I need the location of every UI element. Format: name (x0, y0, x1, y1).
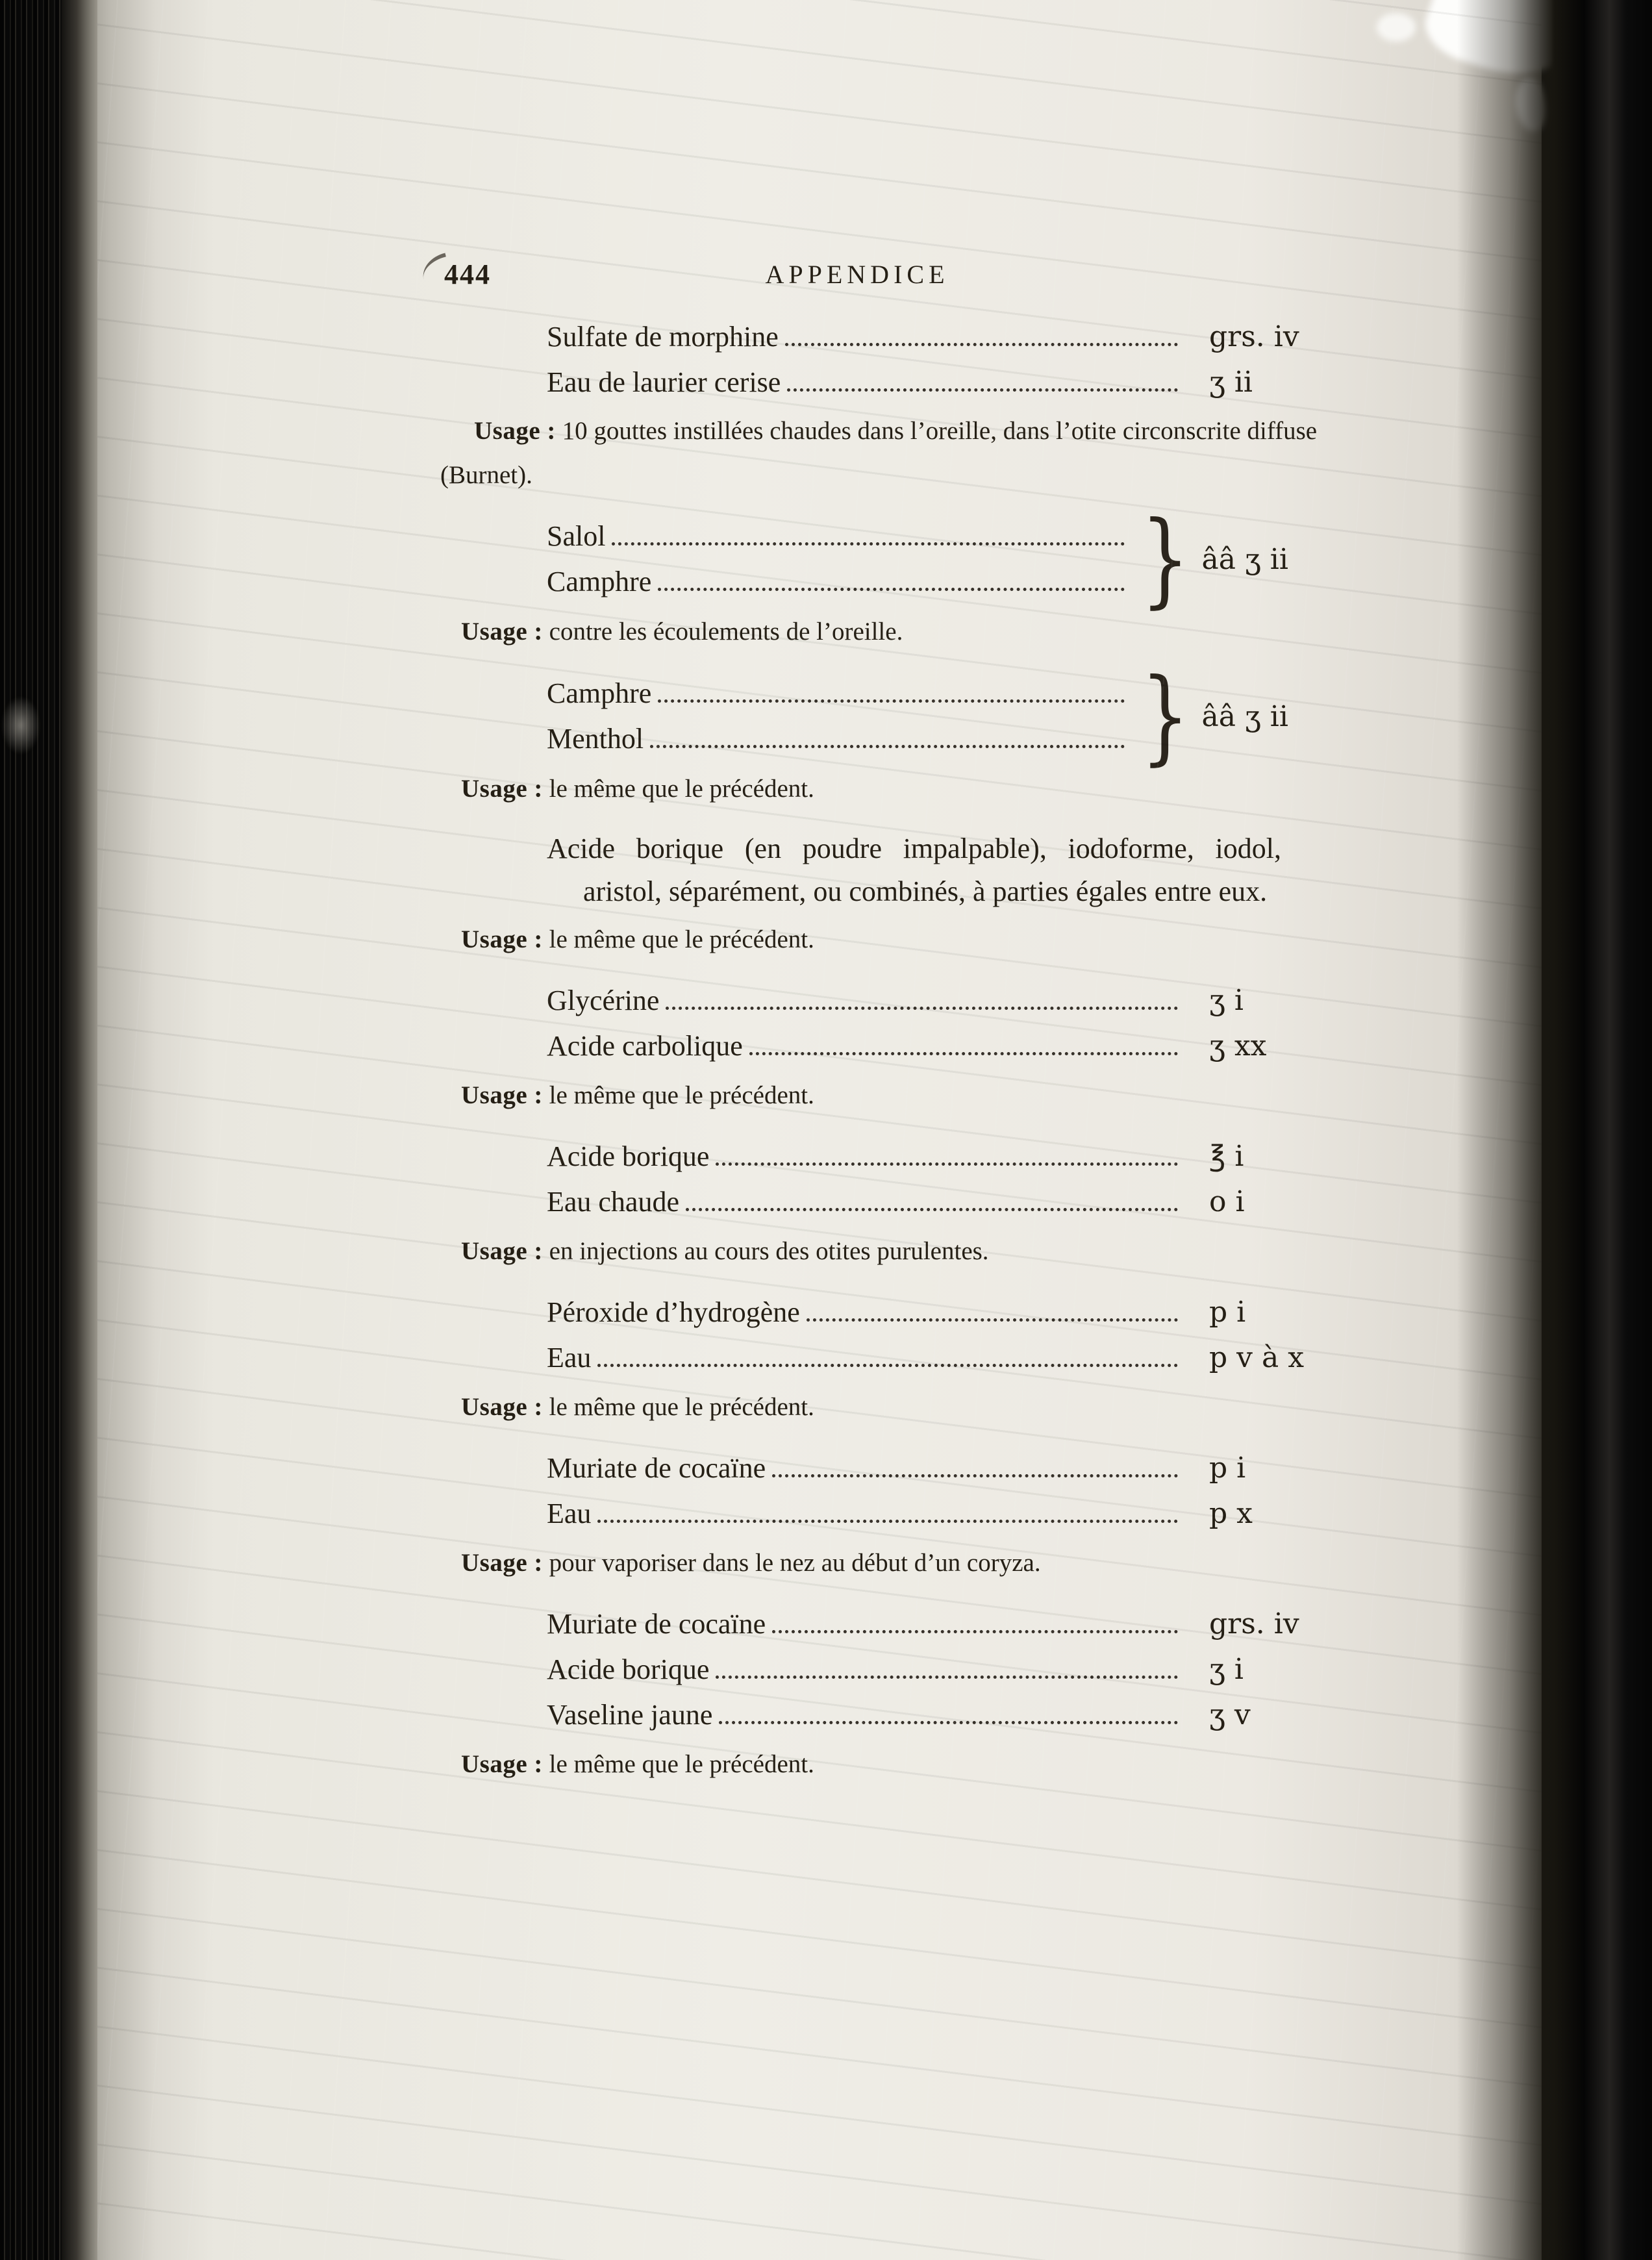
page-edge-streaks (0, 0, 62, 2260)
dot-leader (749, 1052, 1178, 1055)
ingredient-dose: p v à x (1209, 1341, 1305, 1375)
ingredient-row (547, 1335, 1321, 1381)
dot-leader (772, 1630, 1178, 1633)
ingredient-dose: ʒ xx (1209, 1029, 1267, 1063)
ingredient-dose: ʒ i (1209, 984, 1244, 1018)
ingredient-name: Eau de laurier cerise (547, 366, 781, 398)
ingredient-row (547, 1134, 1321, 1179)
ingredient-dose: o i (1209, 1185, 1245, 1219)
ingredient-row (547, 1692, 1321, 1738)
ingredient-dose: ℥ i (1209, 1140, 1244, 1174)
shared-dose: ââ ʒ ii (1201, 542, 1288, 576)
dot-leader (807, 1318, 1178, 1322)
ingredient-row (547, 1290, 1321, 1335)
brace-glyph: } (1140, 499, 1190, 619)
usage-text: contre les écoulements de l’oreille. (549, 618, 903, 646)
ingredient-dose: p i (1209, 1451, 1246, 1485)
usage-label: Usage : (461, 1081, 543, 1110)
ingredient-name: Acide borique (547, 1140, 710, 1173)
ingredient-name: Péroxide d’hydrogène (547, 1296, 800, 1329)
ingredient-name: Muriate de cocaïne (547, 1608, 766, 1640)
ingredient-row (547, 1023, 1321, 1069)
ingredient-row (547, 978, 1321, 1023)
usage-note-6 (461, 1229, 1390, 1274)
usage-note-3 (461, 766, 1390, 812)
ingredient-row (547, 1446, 1321, 1491)
dot-leader (787, 388, 1178, 392)
ingredient-row (547, 716, 1131, 762)
dot-leader (658, 699, 1125, 703)
scan-artifact-blob (1377, 13, 1416, 42)
recipe-block-4: Acide borique (en poudre impalpable), iodoforme, iodol, aristol, séparément, ou combinés, à parties égales entre eux. (547, 833, 1281, 908)
usage-note-5 (461, 1073, 1390, 1118)
usage-label: Usage : (461, 925, 543, 954)
ingredient-name: Muriate de cocaïne (547, 1452, 766, 1485)
dot-leader (597, 1520, 1178, 1523)
ingredient-row (547, 314, 1321, 360)
dot-leader (772, 1474, 1178, 1477)
ingredient-row (547, 1647, 1321, 1692)
ingredient-name: Eau chaude (547, 1186, 679, 1218)
ingredient-dose: ʒ i (1209, 1653, 1244, 1687)
usage-text: en injections au cours des otites purulentes. (549, 1237, 989, 1266)
spine-smudge-artifact (1, 696, 40, 755)
dot-leader (612, 542, 1125, 546)
dot-leader (686, 1208, 1178, 1211)
usage-label: Usage : (461, 618, 543, 646)
usage-note-2 (461, 609, 1390, 655)
usage-text: 10 gouttes instillées chaudes dans l’oreille, dans l’otite circonscrite diffuse (Burnet). (440, 417, 1318, 489)
dot-leader (597, 1364, 1178, 1367)
ingredient-row (547, 671, 1131, 716)
book-spine-shadow (0, 0, 97, 2260)
recipe-block-5 (435, 978, 1409, 1069)
recipe-block-1 (435, 314, 1409, 405)
right-page-edge-shadow (1457, 0, 1652, 2260)
ingredient-name: Vaseline jaune (547, 1699, 713, 1731)
usage-label: Usage : (461, 1393, 543, 1422)
ingredient-name: Glycérine (547, 985, 660, 1017)
shared-dose: ââ ʒ ii (1201, 699, 1288, 733)
ingredient-dose: p i (1209, 1296, 1246, 1329)
ingredient-name: Acide borique (547, 1653, 710, 1686)
brace-glyph: } (1140, 657, 1190, 777)
pair-rows (547, 514, 1131, 605)
recipe-block-6 (435, 1134, 1409, 1225)
usage-text: le même que le précédent. (549, 1750, 814, 1779)
ingredient-row (547, 1179, 1321, 1225)
recipe-block-2 (547, 499, 1409, 619)
ingredient-name: Eau (547, 1498, 592, 1530)
ingredient-dose: ʒ v (1209, 1698, 1251, 1732)
ingredient-name: Sulfate de morphine (547, 321, 779, 353)
usage-label: Usage : (461, 775, 543, 803)
usage-text: le même que le précédent. (549, 1393, 814, 1422)
recipe-block-7 (435, 1290, 1409, 1381)
ingredient-row (547, 360, 1321, 405)
recipe-block-9 (435, 1601, 1409, 1738)
usage-text: pour vaporiser dans le nez au début d’un coryza. (549, 1549, 1041, 1577)
page-number: 444 (444, 258, 491, 290)
usage-text: le même que le précédent. (549, 775, 814, 803)
ingredient-name: Eau (547, 1342, 592, 1374)
recipe-block-8 (435, 1446, 1409, 1537)
dot-leader (785, 343, 1178, 346)
usage-text: le même que le précédent. (549, 925, 814, 954)
recipe-block-3 (547, 657, 1409, 777)
ingredient-name: Camphre (547, 566, 652, 598)
ingredient-dose: grs. iv (1209, 1607, 1299, 1641)
usage-note-8 (461, 1540, 1390, 1586)
usage-label: Usage : (461, 1549, 543, 1577)
dot-leader (716, 1676, 1178, 1679)
ingredient-name: Menthol (547, 723, 644, 755)
page-paper (71, 0, 1542, 2260)
ingredient-row (547, 1601, 1321, 1647)
usage-text: le même que le précédent. (549, 1081, 814, 1110)
ingredient-name: Acide carbolique (547, 1030, 743, 1062)
page-header-row (435, 255, 1409, 295)
ingredient-dose: ʒ ii (1209, 366, 1253, 399)
ingredient-row (547, 1491, 1321, 1537)
ingredient-name: Camphre (547, 677, 652, 710)
ingredient-dose: p x (1209, 1497, 1253, 1531)
dot-leader (719, 1721, 1178, 1724)
usage-label: Usage : (474, 417, 556, 445)
dot-leader (650, 745, 1125, 748)
dot-leader (666, 1007, 1178, 1010)
usage-note-4 (461, 917, 1390, 962)
usage-label: Usage : (461, 1750, 543, 1779)
running-header: APPENDICE (765, 260, 949, 289)
usage-note-1 (440, 409, 1405, 497)
pair-rows (547, 671, 1131, 762)
ingredient-row (547, 514, 1131, 559)
usage-note-7 (461, 1385, 1390, 1430)
ingredient-name: Salol (547, 520, 606, 553)
ingredient-dose: grs. iv (1209, 320, 1299, 353)
dot-leader (716, 1162, 1178, 1166)
usage-label: Usage : (461, 1237, 543, 1266)
dot-leader (658, 588, 1125, 591)
usage-note-9 (461, 1742, 1390, 1787)
ingredient-row (547, 559, 1131, 605)
page-content (435, 255, 1409, 1803)
